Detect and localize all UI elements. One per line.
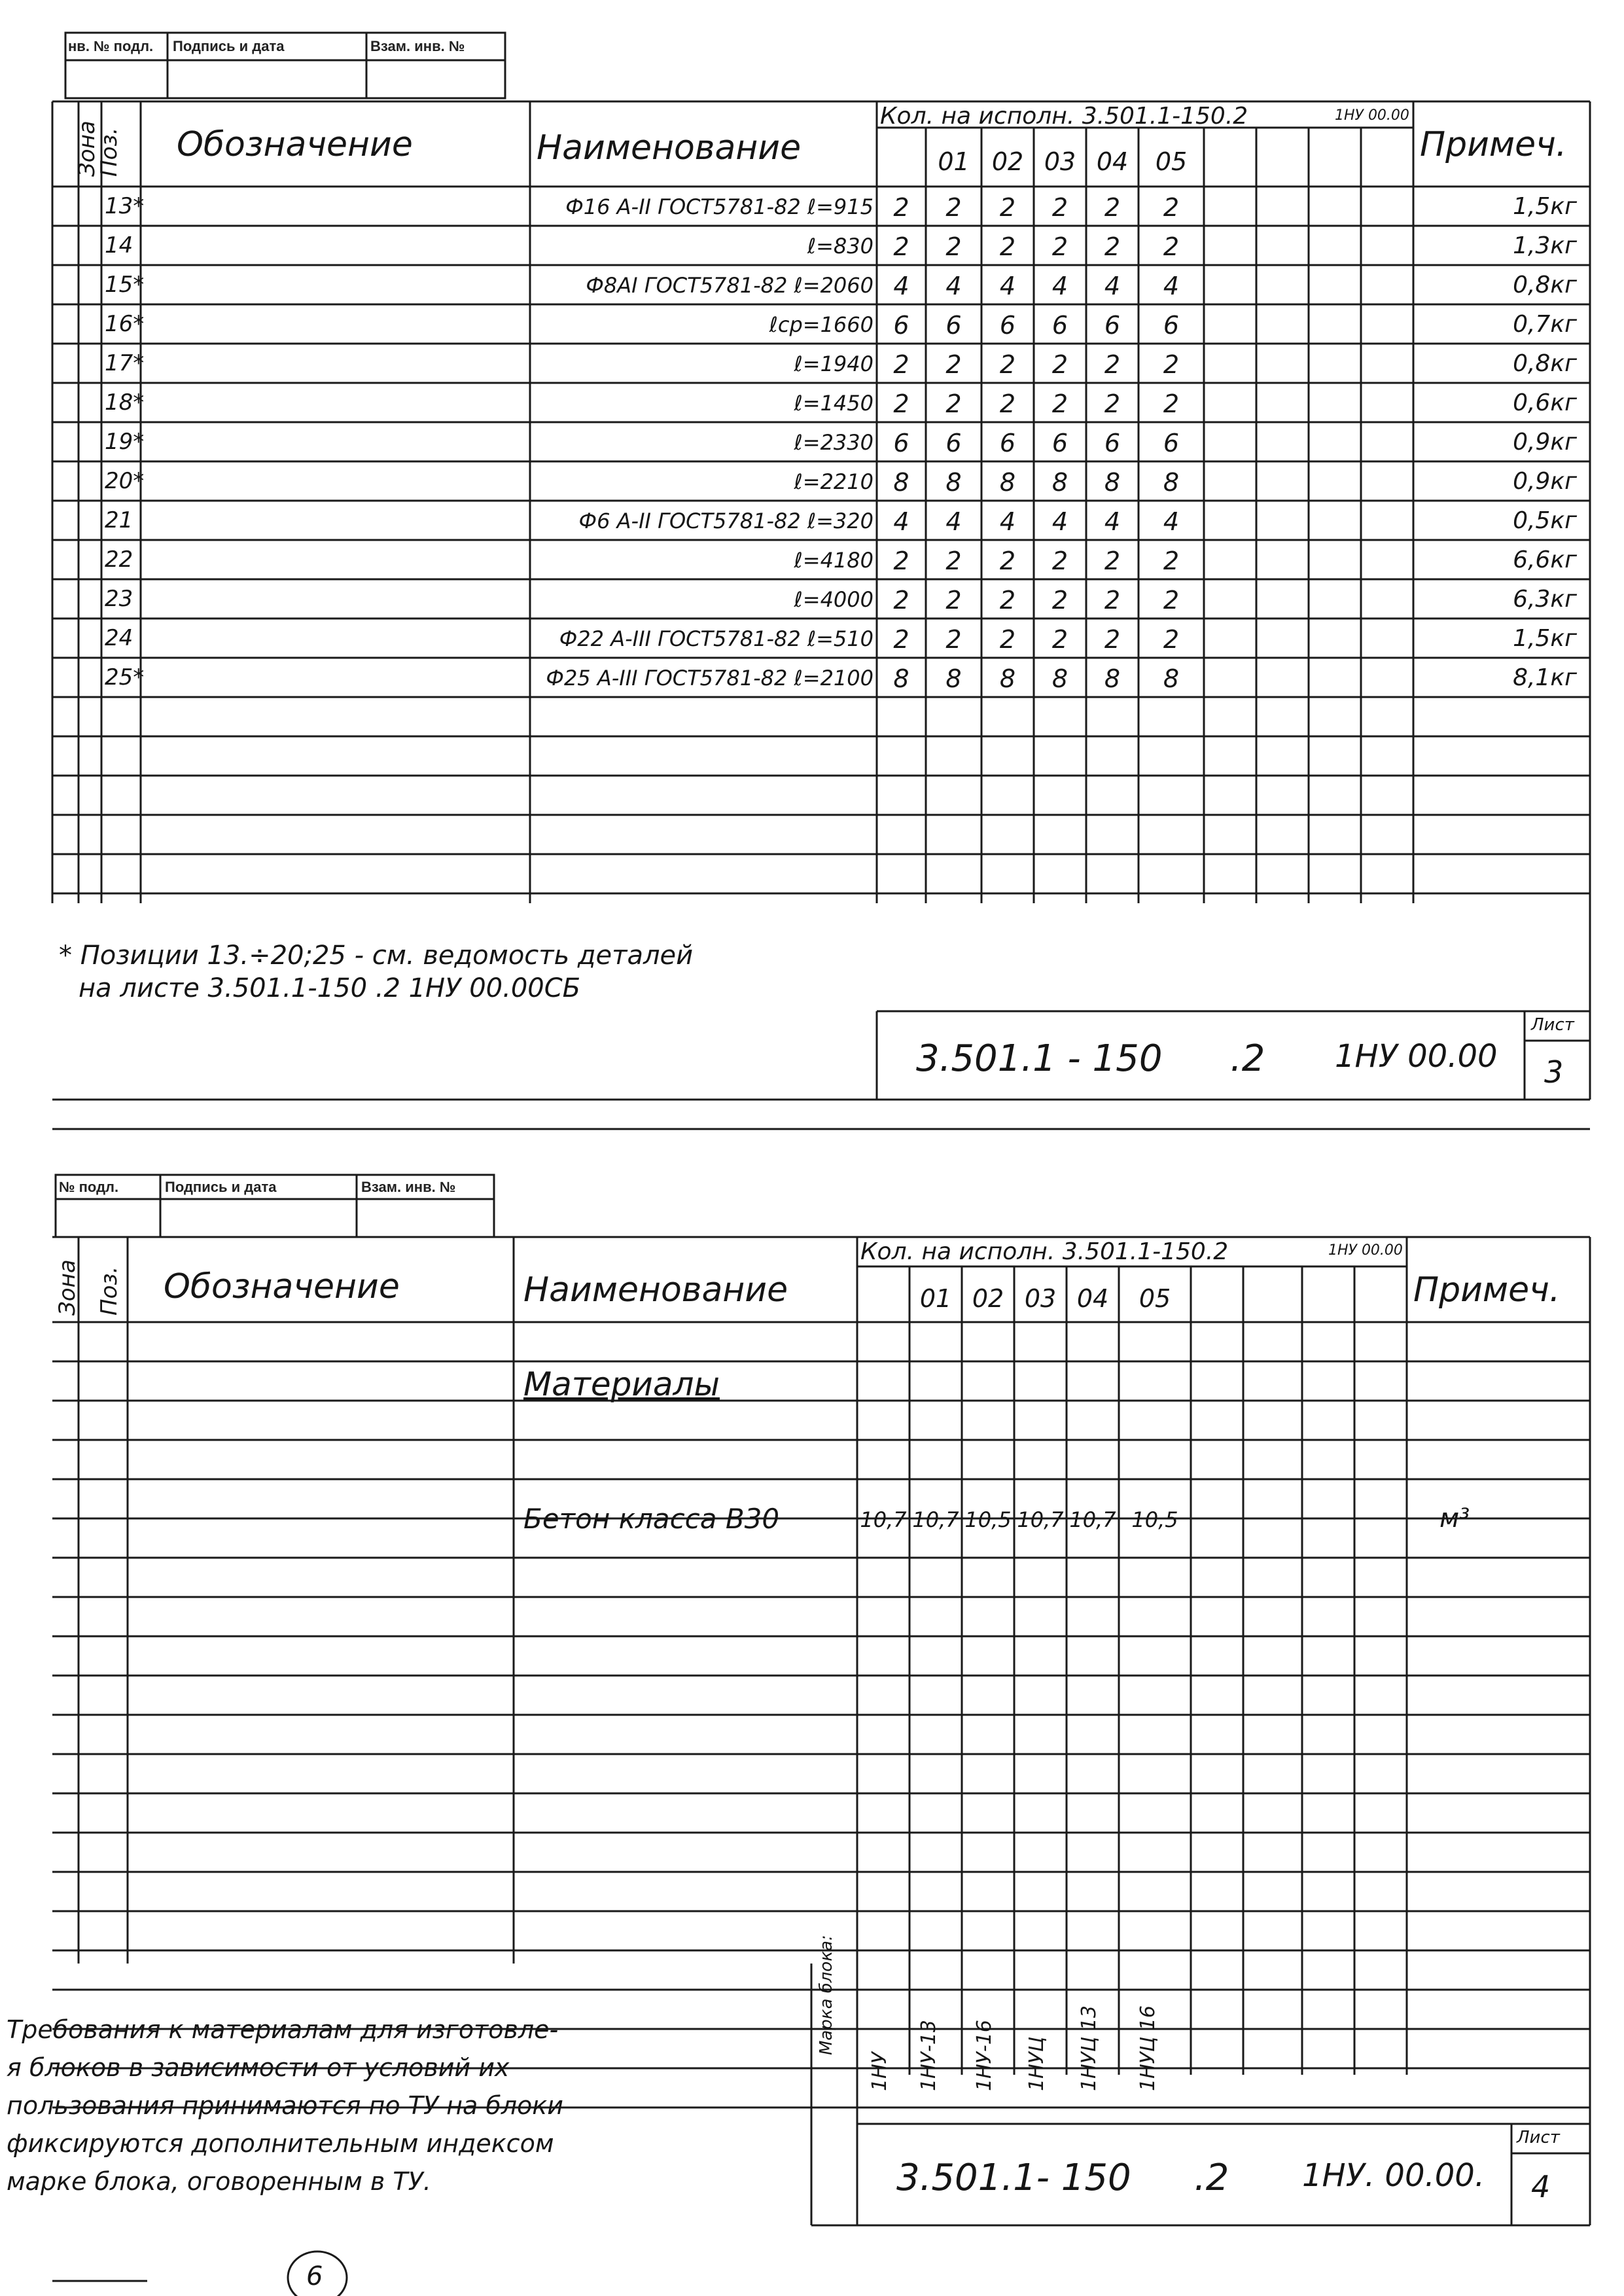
- row-qty: 2: [893, 625, 909, 654]
- stamp-replace-label: Взам. инв. №: [361, 1179, 456, 1195]
- row-qty: 8: [1163, 468, 1180, 497]
- row-pos: 22: [105, 547, 133, 573]
- row-qty: 4: [1163, 507, 1180, 536]
- row-qty: 2: [893, 193, 909, 222]
- sheet-number: 3: [1544, 1054, 1564, 1090]
- title-part: .2: [1194, 2157, 1229, 2199]
- title-code: 3.501.1- 150: [896, 2157, 1131, 2199]
- header-name: Наименование: [537, 128, 802, 168]
- requirements-line: фиксируются дополнительным индексом: [7, 2129, 554, 2158]
- row-qty: 6: [893, 311, 909, 340]
- header-qty-group: Кол. на исполн. 3.501.1-150.2: [880, 103, 1248, 130]
- row-qty: 2: [1163, 350, 1180, 379]
- row-qty: 2: [1051, 232, 1068, 261]
- row-qty: 6: [1104, 311, 1121, 340]
- row-note: 0,9кг: [1513, 468, 1577, 495]
- block-mark: 1НУЦ 13: [1078, 2005, 1101, 2091]
- row-qty: 2: [999, 625, 1016, 654]
- header-pos: Поз.: [96, 1266, 122, 1316]
- header-zone: Зона: [54, 1259, 80, 1316]
- qty-col-header: 01: [938, 147, 970, 176]
- stamp-sign-label: Подпись и дата: [165, 1179, 277, 1195]
- row-qty: 2: [945, 232, 962, 261]
- header-zone: Зона: [74, 120, 100, 177]
- stamp-inv-label: № подл.: [59, 1179, 119, 1195]
- row-qty: 8: [1051, 664, 1068, 693]
- header-note: Примеч.: [1420, 125, 1567, 164]
- row-qty: 2: [1051, 350, 1068, 379]
- title-part: .2: [1230, 1037, 1265, 1080]
- row-qty: 8: [945, 468, 962, 497]
- row-qty: 4: [1104, 272, 1121, 300]
- row-qty: 6: [999, 429, 1016, 457]
- concrete-name: Бетон класса В30: [523, 1503, 780, 1535]
- header-designation: Обозначение: [164, 1267, 400, 1306]
- row-name: ℓ=2330: [794, 430, 874, 455]
- concrete-qty: 10,7: [1069, 1507, 1116, 1532]
- row-qty: 2: [1104, 586, 1121, 615]
- concrete-qty: 10,7: [912, 1507, 959, 1532]
- row-name: Ф6 A-II ГОСТ5781-82 ℓ=320: [578, 509, 874, 533]
- requirements-line: я блоков в зависимости от условий их: [7, 2053, 510, 2082]
- row-qty: 2: [1104, 389, 1121, 418]
- row-pos: 19*: [105, 429, 145, 455]
- row-note: 0,9кг: [1513, 429, 1577, 456]
- stamp-replace-label: Взам. инв. №: [370, 38, 465, 54]
- row-qty: 2: [893, 350, 909, 379]
- row-qty: 2: [945, 625, 962, 654]
- row-name: ℓ=830: [807, 234, 874, 259]
- row-qty: 4: [1163, 272, 1180, 300]
- row-pos: 13*: [105, 193, 145, 219]
- block-mark: 1НУ: [868, 2052, 891, 2091]
- row-qty: 2: [1163, 232, 1180, 261]
- header-pos: Поз.: [96, 127, 122, 177]
- row-qty: 4: [1104, 507, 1121, 536]
- row-qty: 8: [1163, 664, 1180, 693]
- row-qty: 2: [1163, 586, 1180, 615]
- row-qty: 2: [945, 389, 962, 418]
- row-note: 6,6кг: [1513, 547, 1577, 573]
- row-qty: 2: [945, 547, 962, 575]
- row-note: 0,8кг: [1513, 350, 1577, 377]
- row-pos: 24: [105, 625, 133, 651]
- section-title: Материалы: [523, 1365, 720, 1403]
- row-qty: 4: [1051, 272, 1068, 300]
- concrete-qty: 10,7: [1017, 1507, 1064, 1532]
- row-name: ℓ=4000: [794, 587, 874, 612]
- row-note: 1,3кг: [1513, 232, 1577, 259]
- concrete-qty: 10,7: [860, 1507, 907, 1532]
- row-qty: 8: [999, 664, 1016, 693]
- row-qty: 2: [1051, 586, 1068, 615]
- page-mark: 6: [306, 2261, 323, 2291]
- footnote-line-2: на листе 3.501.1-150 .2 1НУ 00.00СБ: [79, 973, 581, 1003]
- row-qty: 8: [893, 468, 909, 497]
- row-qty: 6: [893, 429, 909, 457]
- row-qty: 2: [945, 586, 962, 615]
- block-mark: 1НУ-16: [973, 2020, 996, 2091]
- row-note: 0,5кг: [1513, 507, 1577, 534]
- row-pos: 18*: [105, 389, 145, 416]
- row-qty: 4: [1051, 507, 1068, 536]
- title-code: 3.501.1 - 150: [916, 1037, 1163, 1080]
- block-mark: 1НУ-13: [917, 2020, 940, 2091]
- row-qty: 2: [1104, 547, 1121, 575]
- row-qty: 6: [1051, 311, 1068, 340]
- row-qty: 2: [999, 193, 1016, 222]
- qty-col-header: 02: [991, 147, 1024, 176]
- row-pos: 21: [105, 507, 133, 533]
- row-name: Ф22 A-III ГОСТ5781-82 ℓ=510: [559, 626, 874, 651]
- row-qty: 6: [1104, 429, 1121, 457]
- qty-col-header: 05: [1155, 147, 1188, 176]
- row-qty: 8: [945, 664, 962, 693]
- stamp-inv-label: нв. № подл.: [68, 38, 154, 54]
- row-pos: 14: [105, 232, 133, 259]
- header-qty-group-tail: 1НУ 00.00: [1328, 1242, 1403, 1259]
- qty-col-header: 04: [1096, 147, 1129, 176]
- header-name: Наименование: [523, 1270, 788, 1310]
- row-qty: 2: [893, 586, 909, 615]
- qty-col-header: 02: [972, 1284, 1004, 1313]
- block-mark: 1НУЦ: [1025, 2036, 1048, 2091]
- row-pos: 25*: [105, 664, 145, 691]
- row-note: 0,6кг: [1513, 389, 1577, 416]
- row-qty: 8: [1051, 468, 1068, 497]
- mark-label: Марка блока:: [817, 1935, 836, 2055]
- row-name: Ф8AI ГОСТ5781-82 ℓ=2060: [586, 273, 874, 298]
- row-qty: 2: [1051, 547, 1068, 575]
- qty-col-header: 03: [1044, 147, 1076, 176]
- row-qty: 8: [1104, 468, 1121, 497]
- row-qty: 4: [945, 507, 962, 536]
- sheet-number: 4: [1531, 2169, 1551, 2204]
- qty-col-header: 05: [1139, 1284, 1171, 1313]
- qty-col-header: 03: [1024, 1284, 1057, 1313]
- row-qty: 2: [945, 193, 962, 222]
- requirements-line: марке блока, оговоренным в ТУ.: [7, 2167, 431, 2196]
- qty-col-header: 04: [1076, 1284, 1109, 1313]
- row-qty: 2: [999, 232, 1016, 261]
- row-qty: 2: [1051, 389, 1068, 418]
- row-qty: 4: [945, 272, 962, 300]
- title-doc: 1НУ. 00.00.: [1302, 2157, 1485, 2194]
- row-qty: 6: [945, 429, 962, 457]
- row-qty: 2: [1104, 625, 1121, 654]
- row-name: ℓ=2210: [794, 469, 874, 494]
- row-name: ℓ=1940: [794, 351, 874, 376]
- row-name: ℓ=1450: [794, 391, 874, 416]
- sheet-label: Лист: [1531, 1015, 1574, 1035]
- block-mark: 1НУЦ 16: [1137, 2005, 1159, 2091]
- row-qty: 2: [1051, 625, 1068, 654]
- row-qty: 2: [893, 389, 909, 418]
- row-qty: 2: [1104, 193, 1121, 222]
- requirements-line: Требования к материалам для изготовле-: [7, 2015, 559, 2044]
- row-qty: 2: [1051, 193, 1068, 222]
- title-doc: 1НУ 00.00: [1335, 1038, 1498, 1075]
- header-note: Примеч.: [1413, 1270, 1561, 1310]
- row-note: 1,5кг: [1513, 625, 1577, 652]
- row-note: 0,8кг: [1513, 272, 1577, 298]
- row-name: Ф25 A-III ГОСТ5781-82 ℓ=2100: [546, 666, 874, 691]
- row-qty: 2: [1163, 625, 1180, 654]
- row-qty: 2: [893, 547, 909, 575]
- row-name: ℓср=1660: [769, 312, 874, 337]
- qty-col-header: 01: [919, 1284, 952, 1313]
- concrete-unit: м³: [1439, 1503, 1470, 1534]
- row-qty: 4: [893, 272, 909, 300]
- row-qty: 2: [1104, 232, 1121, 261]
- row-qty: 2: [999, 586, 1016, 615]
- row-name: Ф16 A-II ГОСТ5781-82 ℓ=915: [565, 194, 874, 219]
- row-pos: 23: [105, 586, 133, 612]
- row-note: 6,3кг: [1513, 586, 1577, 613]
- row-pos: 16*: [105, 311, 145, 337]
- row-qty: 2: [1163, 193, 1180, 222]
- row-qty: 2: [945, 350, 962, 379]
- row-qty: 2: [999, 350, 1016, 379]
- row-qty: 2: [1163, 389, 1180, 418]
- row-qty: 8: [999, 468, 1016, 497]
- row-qty: 6: [945, 311, 962, 340]
- header-qty-group: Кол. на исполн. 3.501.1-150.2: [860, 1238, 1229, 1265]
- header-qty-group-tail: 1НУ 00.00: [1335, 107, 1409, 124]
- row-qty: 2: [999, 389, 1016, 418]
- row-name: ℓ=4180: [794, 548, 874, 573]
- sheet-label: Лист: [1517, 2128, 1560, 2147]
- row-qty: 8: [893, 664, 909, 693]
- concrete-qty: 10,5: [1131, 1507, 1178, 1532]
- row-qty: 2: [1104, 350, 1121, 379]
- row-qty: 6: [999, 311, 1016, 340]
- row-note: 0,7кг: [1513, 311, 1577, 338]
- row-pos: 20*: [105, 468, 145, 494]
- row-qty: 6: [1163, 311, 1180, 340]
- row-qty: 8: [1104, 664, 1121, 693]
- row-qty: 4: [893, 507, 909, 536]
- row-qty: 2: [893, 232, 909, 261]
- row-qty: 2: [1163, 547, 1180, 575]
- row-qty: 2: [999, 547, 1016, 575]
- stamp-sign-label: Подпись и дата: [173, 38, 285, 54]
- requirements-line: пользования принимаются по ТУ на блоки: [7, 2091, 563, 2120]
- row-qty: 4: [999, 507, 1016, 536]
- row-qty: 4: [999, 272, 1016, 300]
- footnote-line-1: * Позиции 13.÷20;25 - см. ведомость деталей: [59, 941, 694, 971]
- row-note: 1,5кг: [1513, 193, 1577, 220]
- row-note: 8,1кг: [1513, 664, 1577, 691]
- row-qty: 6: [1163, 429, 1180, 457]
- header-designation: Обозначение: [177, 125, 413, 164]
- concrete-qty: 10,5: [964, 1507, 1012, 1532]
- row-pos: 15*: [105, 272, 145, 298]
- row-pos: 17*: [105, 350, 145, 376]
- row-qty: 6: [1051, 429, 1068, 457]
